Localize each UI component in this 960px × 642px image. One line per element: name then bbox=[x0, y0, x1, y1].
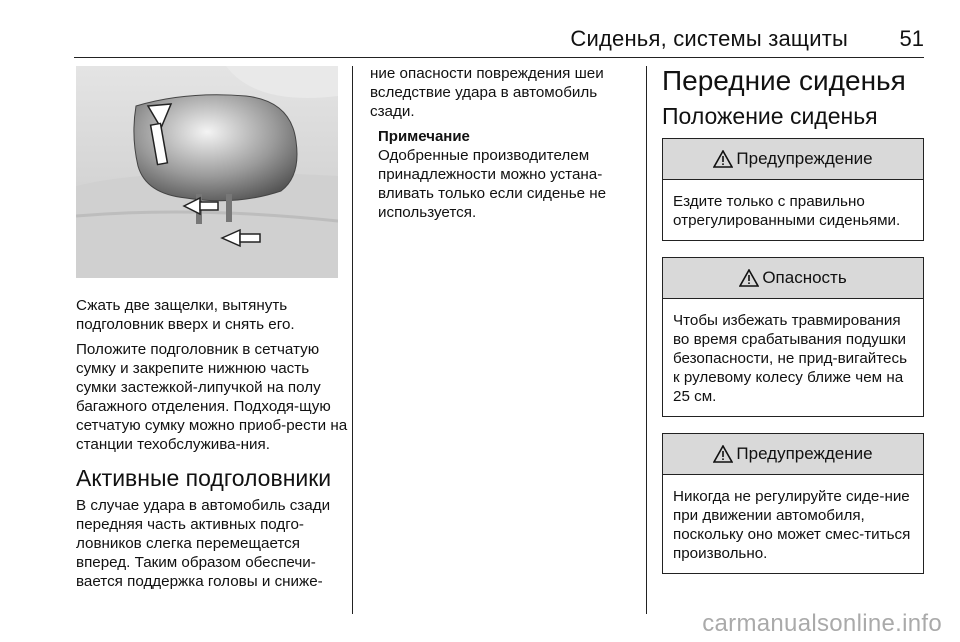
warning-box-header bbox=[663, 139, 923, 180]
page-header-title: Сиденья, системы защиты bbox=[570, 26, 848, 51]
column-divider bbox=[646, 66, 647, 614]
headrest-illustration bbox=[76, 66, 338, 278]
section-heading-active-headrests: Активные подголовники bbox=[76, 465, 332, 491]
column-3 bbox=[662, 64, 926, 590]
warning-box-header bbox=[663, 434, 923, 475]
header-rule bbox=[74, 57, 924, 58]
column-divider bbox=[352, 66, 353, 614]
warning-box-body: Ездите только с правильно отрегулированными сиденьями. bbox=[673, 193, 901, 229]
figure-caption: Сжать две защелки, вытянуть подголовник вверх и снять его. bbox=[76, 297, 295, 333]
note-title: Примечание bbox=[378, 128, 470, 145]
active-headrests-text: В случае удара в автомобиль сзади передняя часть активных подго-ловников слегка перемещается вперед. Таким образом обеспечи-вается поддержка головы и сниже- bbox=[76, 497, 331, 590]
warning-triangle-icon bbox=[713, 150, 733, 168]
note-text: Одобренные производителем принадлежности можно устана-вливать только если сиденье не используется. bbox=[378, 147, 607, 221]
warning-triangle-icon bbox=[713, 445, 733, 463]
column-1 bbox=[76, 296, 348, 597]
watermark: carmanualsonline.info bbox=[702, 610, 942, 637]
warning-box bbox=[662, 433, 924, 574]
continued-text: ние опасности повреждения шеи вследствие удара в автомобиль сзади. bbox=[370, 65, 604, 120]
warning-box-title: Предупреждение bbox=[736, 149, 873, 168]
column-2 bbox=[370, 64, 632, 222]
storage-instructions: Положите подголовник в сетчатую сумку и закрепите нижнюю часть сумки застежкой-липучкой на полу багажного отделения. Подходя-щую сетчатую сумку можно приоб-рести на станции техобслужива-ния. bbox=[76, 341, 348, 453]
warning-box-body: Никогда не регулируйте сиде-ние при движении автомобиля, поскольку оно может смес-титься произвольно. bbox=[673, 488, 911, 562]
warning-box-title: Предупреждение bbox=[736, 444, 873, 463]
danger-box-header bbox=[663, 258, 923, 299]
danger-box bbox=[662, 257, 924, 417]
page-number: 51 bbox=[899, 26, 924, 51]
danger-box-title: Опасность bbox=[762, 268, 847, 287]
danger-box-body: Чтобы избежать травмирования во время срабатывания подушки безопасности, не прид-вигайтесь к рулевому колесу ближе чем на 25 см. bbox=[673, 312, 908, 405]
warning-box bbox=[662, 138, 924, 241]
warning-triangle-icon bbox=[739, 269, 759, 287]
section-title-front-seats: Передние сиденья bbox=[662, 65, 906, 96]
subsection-title-seat-position: Положение сиденья bbox=[662, 103, 878, 129]
note-block bbox=[378, 127, 632, 222]
